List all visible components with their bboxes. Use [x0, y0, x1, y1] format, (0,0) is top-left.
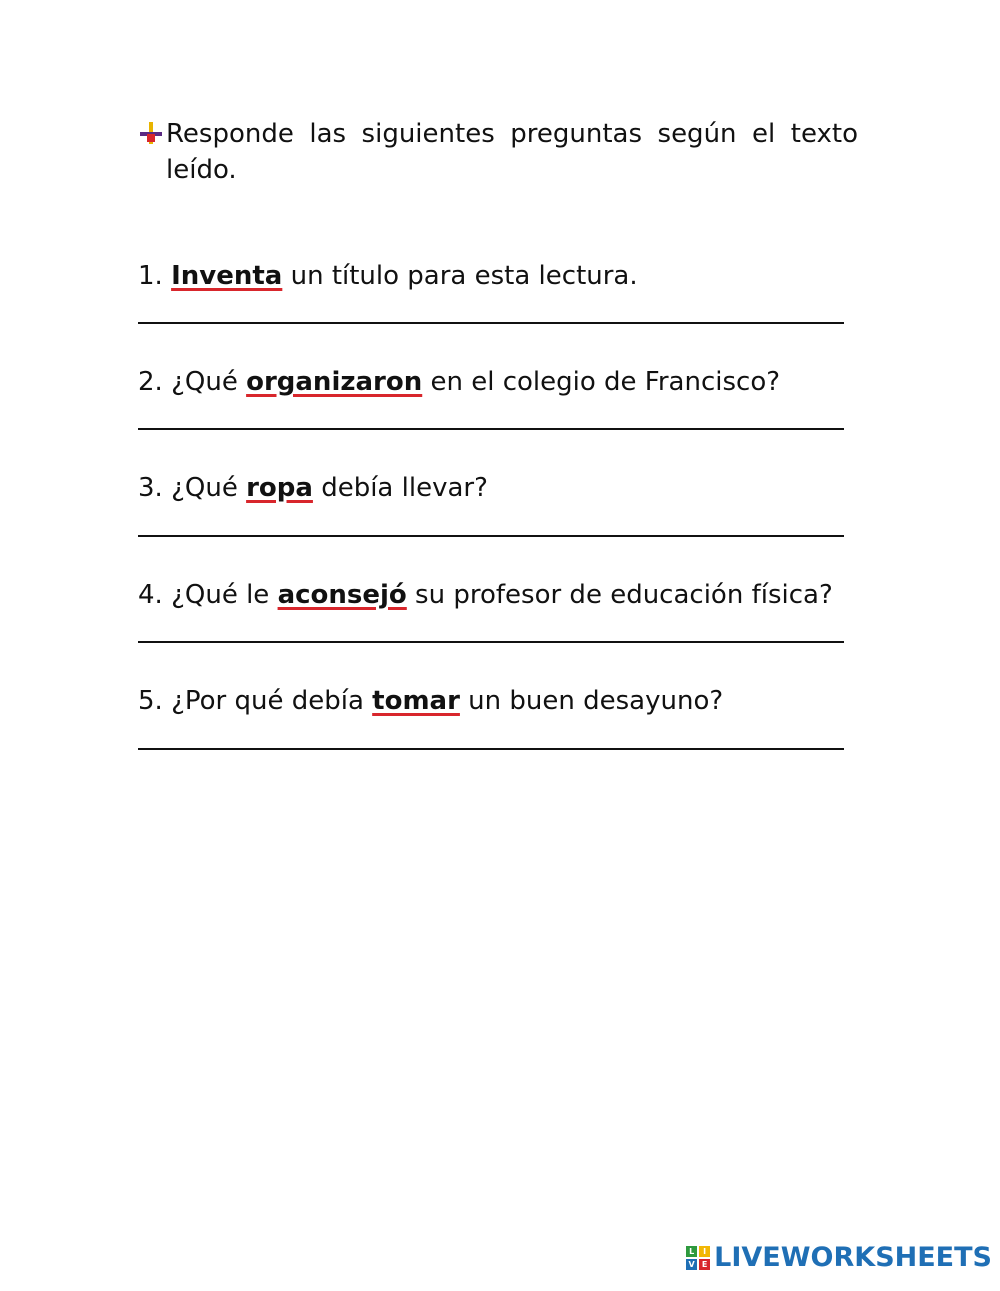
question-text-before: ¿Qué: [162, 367, 247, 397]
question-2: [138, 364, 858, 400]
answer-line-4[interactable]: [138, 641, 844, 643]
logo-mark-letter: I: [699, 1246, 710, 1257]
question-text-after: un buen desayuno?: [459, 686, 724, 716]
question-keyword: ropa: [246, 473, 313, 503]
question-keyword: tomar: [372, 686, 460, 716]
question-1: [138, 258, 858, 294]
question-number: 5.: [138, 686, 163, 716]
answer-line-3[interactable]: [138, 535, 844, 537]
logo-mark-letter: L: [686, 1246, 697, 1257]
question-5: [138, 683, 858, 719]
logo-mark-letter: V: [686, 1259, 697, 1270]
question-text-after: debía llevar?: [312, 473, 488, 503]
question-text-after: un título para esta lectura.: [282, 261, 638, 291]
bullet-plus-icon: [138, 120, 166, 148]
question-keyword: organizaron: [246, 367, 423, 397]
answer-line-1[interactable]: [138, 322, 844, 324]
question-number: 1.: [138, 261, 163, 291]
question-text-before: ¿Por qué debía: [162, 686, 373, 716]
question-4: [138, 577, 858, 613]
question-text-before: [163, 261, 171, 291]
answer-line-2[interactable]: [138, 428, 844, 430]
liveworksheets-brand: LIVEWORKSHEETS: [714, 1242, 992, 1273]
instruction: [138, 116, 858, 188]
question-keyword: aconsejó: [277, 580, 407, 610]
question-text-after: en el colegio de Francisco?: [422, 367, 781, 397]
liveworksheets-mark-icon: [686, 1246, 710, 1270]
question-text-before: ¿Qué: [162, 473, 247, 503]
question-number: 2.: [138, 367, 163, 397]
question-number: 4.: [138, 580, 163, 610]
question-keyword: Inventa: [171, 261, 283, 291]
question-number: 3.: [138, 473, 163, 503]
instruction-text: Responde las siguientes preguntas según el texto leído.: [166, 119, 858, 185]
question-text-before: ¿Qué le: [162, 580, 278, 610]
logo-mark-letter: E: [699, 1259, 710, 1270]
question-text-after: su profesor de educación física?: [406, 580, 833, 610]
liveworksheets-logo: [686, 1242, 992, 1273]
answer-line-5[interactable]: [138, 748, 844, 750]
question-3: [138, 470, 858, 506]
